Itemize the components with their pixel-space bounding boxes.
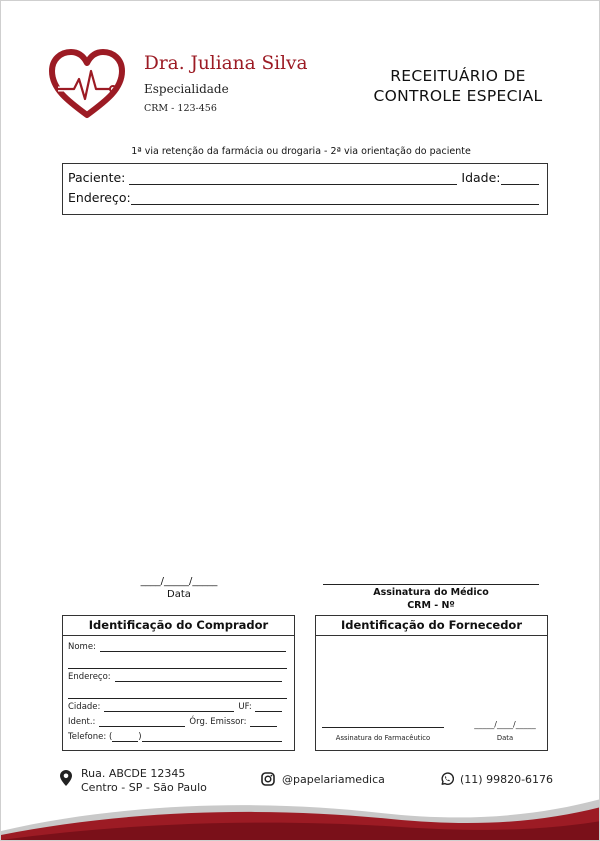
buyer-phone-label: Telefone: (	[68, 732, 113, 742]
doctor-signature-label: Assinatura do Médico	[373, 587, 489, 598]
patient-box	[62, 163, 548, 215]
pharmacist-signature-line[interactable]	[322, 727, 444, 728]
buyer-uf-label: UF:	[238, 702, 252, 712]
doctor-name: Dra. Juliana Silva	[144, 53, 308, 74]
buyer-name-field-2[interactable]	[68, 660, 287, 669]
patient-name-label: Paciente:	[68, 170, 126, 185]
date-label: Data	[167, 589, 191, 600]
buyer-city-field[interactable]	[104, 703, 234, 712]
footer-phone: (11) 99820-6176	[460, 773, 554, 786]
buyer-org-label: Órg. Emissor:	[189, 717, 247, 727]
date-field[interactable]: ____/_____/_____	[140, 576, 218, 587]
title-line-2: CONTROLE ESPECIAL	[373, 87, 543, 105]
buyer-address-row	[68, 672, 282, 682]
buyer-address-field-2[interactable]	[68, 690, 287, 699]
instagram-icon	[261, 772, 275, 786]
buyer-address-label: Endereço:	[68, 672, 111, 682]
doctor-signature-line[interactable]	[323, 576, 539, 585]
patient-name-field[interactable]	[129, 172, 457, 185]
patient-address-label: Endereço:	[68, 190, 131, 205]
buyer-name-field[interactable]	[100, 643, 286, 652]
pharmacist-signature-label: Assinatura do Farmacêutico	[335, 734, 431, 742]
heart-pulse-logo-icon	[48, 49, 126, 121]
supplier-title: Identificação do Fornecedor	[316, 616, 547, 636]
patient-age-field[interactable]	[501, 172, 539, 185]
patient-name-row	[68, 170, 539, 185]
buyer-phone-close: )	[138, 732, 142, 742]
buyer-ident-field[interactable]	[99, 718, 185, 727]
supplier-date-field[interactable]: _____/____/_____	[474, 720, 536, 729]
footer-address-line-1: Rua. ABCDE 12345	[81, 767, 186, 780]
buyer-name-row-2	[68, 660, 287, 669]
date-block	[129, 576, 229, 600]
footer-instagram: @papelariamedica	[282, 773, 385, 786]
buyer-box	[62, 615, 295, 751]
buyer-ident-row	[68, 717, 277, 727]
document-title	[363, 66, 553, 106]
buyer-address-row-2	[68, 690, 287, 699]
patient-age-label: Idade:	[461, 170, 501, 185]
buyer-city-row	[68, 702, 282, 712]
buyer-phone-ddd-field[interactable]	[112, 733, 138, 742]
buyer-name-label: Nome:	[68, 642, 96, 652]
buyer-phone-row	[68, 732, 282, 742]
buyer-title: Identificação do Comprador	[63, 616, 294, 636]
via-note: 1ª via retenção da farmácia ou drogaria - 2ª via orientação do paciente	[131, 146, 471, 157]
buyer-address-field[interactable]	[115, 673, 282, 682]
buyer-city-label: Cidade:	[68, 702, 101, 712]
buyer-name-row	[68, 642, 286, 652]
location-pin-icon	[60, 770, 72, 786]
crm-number-label: CRM - Nº	[407, 600, 455, 611]
buyer-uf-field[interactable]	[255, 703, 282, 712]
supplier-box	[315, 615, 548, 751]
patient-address-row	[68, 190, 539, 205]
buyer-phone-field[interactable]	[142, 733, 282, 742]
footer-address-line-2: Centro - SP - São Paulo	[81, 781, 207, 794]
doctor-signature-block	[323, 576, 539, 611]
doctor-crm: CRM - 123-456	[144, 103, 217, 114]
title-line-1: RECEITUÁRIO DE	[390, 67, 526, 85]
buyer-org-field[interactable]	[250, 718, 277, 727]
patient-address-field[interactable]	[131, 192, 539, 205]
whatsapp-icon	[440, 772, 454, 786]
supplier-date-label: Data	[496, 734, 514, 742]
buyer-ident-label: Ident.:	[68, 717, 96, 727]
doctor-specialty: Especialidade	[144, 82, 229, 96]
footer-wave-decoration	[1, 791, 600, 841]
